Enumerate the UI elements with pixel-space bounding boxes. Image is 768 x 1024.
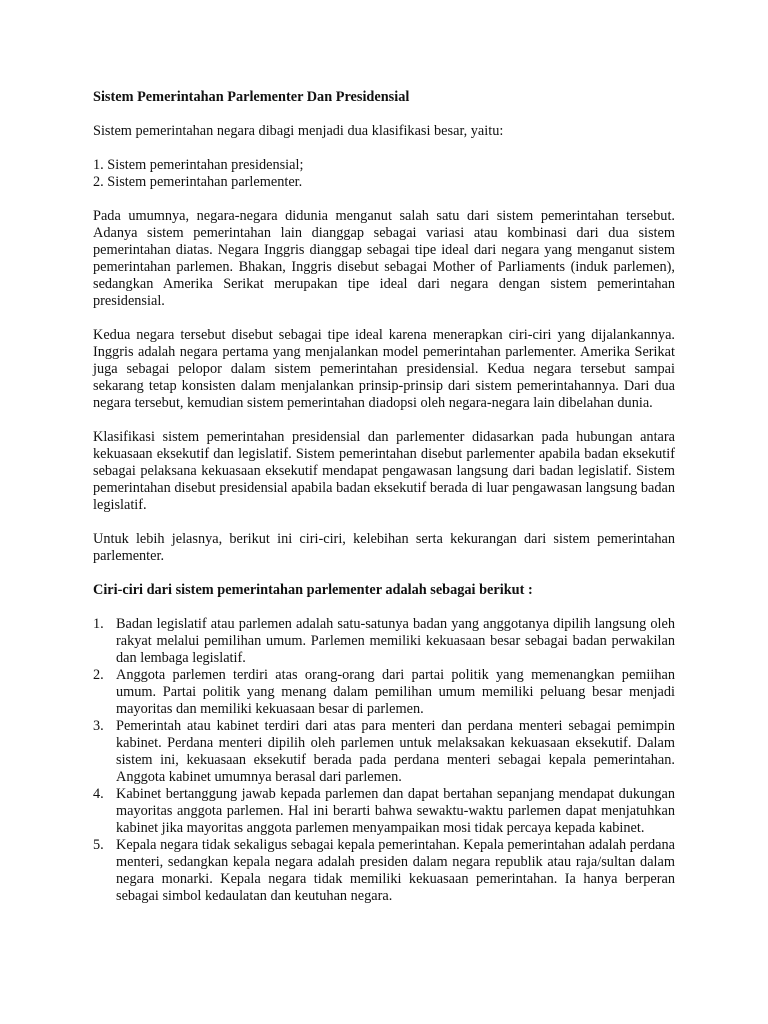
document-title: Sistem Pemerintahan Parlementer Dan Presidensial xyxy=(93,89,410,105)
features-list xyxy=(93,616,675,905)
paragraph: Kedua negara tersebut disebut sebagai tipe ideal karena menerapkan ciri-ciri yang dijalankannya. Inggris adalah negara pertama yang menjalankan model pemerintahan parlementer. Amerika Serikat juga sebagai pelopor dalam sistem pemerintahan presidensial. Kedua negara tersebut sampai sekarang tetap konsisten dalam menjalankan prinsip-prinsip dari sistem pemerintahannya. Dari dua negara tersebut, kemudian sistem pemerintahan diadopsi oleh negara-negara lain dibelahan dunia. xyxy=(93,327,675,411)
list-item xyxy=(93,837,675,905)
list-item-text: Kabinet bertanggung jawab kepada parlemen dan dapat bertahan sepanjang mendapat dukungan mayoritas anggota parlemen. Hal ini berarti bahwa sewaktu-waktu parlemen dapat menjatuhkan kabinet jika mayoritas anggota parlemen menyampaikan mosi tidak percaya kepada kabinet. xyxy=(116,786,675,836)
list-item-number: 1. xyxy=(93,616,104,632)
list-item-number: 4. xyxy=(93,786,104,802)
paragraph: Untuk lebih jelasnya, berikut ini ciri-ciri, kelebihan serta kekurangan dari sistem pemerintahan parlementer. xyxy=(93,531,675,564)
list-item-text: Kepala negara tidak sekaligus sebagai kepala pemerintahan. Kepala pemerintahan adalah perdana menteri, sedangkan kepala negara adalah presiden dalam negara republik atau raja/sultan dalam negara monarki. Kepala negara tidak memiliki kekuasaan pemerintahan. Ia hanya berperan sebagai simbol kedaulatan dan keutuhan negara. xyxy=(116,837,675,904)
list-item-text: Anggota parlemen terdiri atas orang-orang dari partai politik yang memenangkan pemiihan umum. Partai politik yang menang dalam pemilihan umum memiliki peluang besar menjadi mayoritas dan memiliki kekuasaan besar di parlemen. xyxy=(116,667,675,717)
list-item-number: 5. xyxy=(93,837,104,853)
list-item-number: 2. xyxy=(93,667,104,683)
list-item xyxy=(93,786,675,837)
list-item-text: Pemerintah atau kabinet terdiri dari atas para menteri dan perdana menteri sebagai pemimpin kabinet. Perdana menteri dipilih oleh parlemen untuk melaksakan kekuasaan eksekutif. Dalam sistem ini, kekuasaan eksekutif berada pada perdana menteri sebagai kepala pemerintahan. Anggota kabinet umumnya berasal dari parlemen. xyxy=(116,718,675,785)
types-list xyxy=(93,157,675,191)
features-heading: Ciri-ciri dari sistem pemerintahan parlementer adalah sebagai berikut : xyxy=(93,582,533,598)
list-item-text: Badan legislatif atau parlemen adalah satu-satunya badan yang anggotanya dipilih langsung oleh rakyat melalui pemilihan umum. Parlemen memiliki kekuasaan besar sebagai badan perwakilan dan lembaga legislatif. xyxy=(116,616,675,666)
paragraph: Klasifikasi sistem pemerintahan presidensial dan parlementer didasarkan pada hubungan antara kekuasaan eksekutif dan legislatif. Sistem pemerintahan disebut parlementer apabila badan eksekutif sebagai pelaksana kekuasaan eksekutif mendapat pengawasan langsung dari badan legislatif. Sistem pemerintahan disebut presidensial apabila badan eksekutif berada di luar pengawasan langsung badan legislatif. xyxy=(93,429,675,513)
list-item: 1. Sistem pemerintahan presidensial; xyxy=(93,157,304,173)
list-item xyxy=(93,667,675,718)
list-item: 2. Sistem pemerintahan parlementer. xyxy=(93,174,303,190)
list-item-number: 3. xyxy=(93,718,104,734)
list-item xyxy=(93,616,675,667)
paragraph: Pada umumnya, negara-negara didunia menganut salah satu dari sistem pemerintahan tersebut. Adanya sistem pemerintahan lain dianggap sebagai variasi atau kombinasi dari dua sistem pemerintahan diatas. Negara Inggris dianggap sebagai tipe ideal dari negara yang menganut sistem pemerintahan parlemen. Bhakan, Inggris disebut sebagai Mother of Parliaments (induk parlemen), sedangkan Amerika Serikat merupakan tipe ideal dari negara dengan sistem pemerintahan presidensial. xyxy=(93,208,675,309)
intro-paragraph: Sistem pemerintahan negara dibagi menjadi dua klasifikasi besar, yaitu: xyxy=(93,123,504,139)
list-item xyxy=(93,718,675,786)
